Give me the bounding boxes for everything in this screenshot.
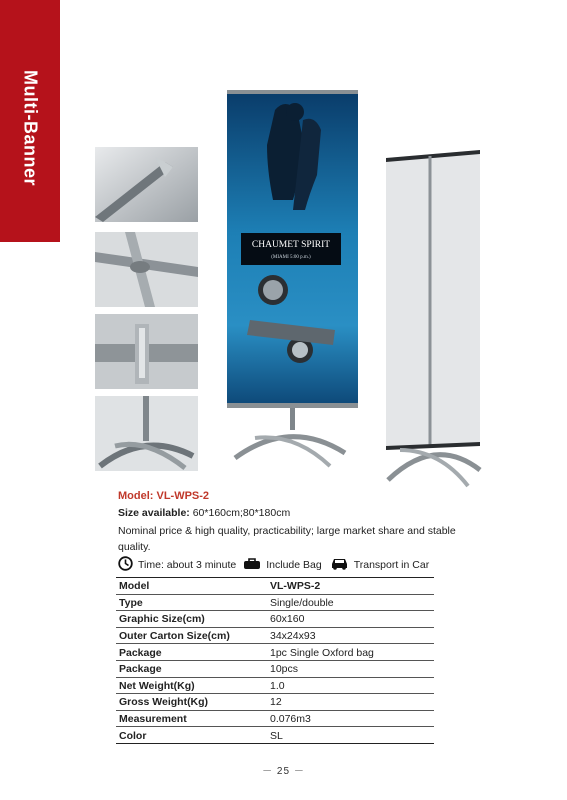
feature-time: Time: about 3 minute	[138, 559, 237, 571]
spec-value: 1.0	[267, 677, 434, 694]
blank-banner-stand-photo	[380, 150, 490, 488]
size-value: 60*160cm;80*180cm	[192, 507, 291, 519]
bag-icon	[243, 557, 261, 573]
table-row	[116, 710, 434, 727]
spec-key: Type	[116, 594, 267, 611]
spec-key: Color	[116, 727, 267, 744]
detail-photo-base	[95, 396, 198, 471]
section-tab-label: Multi-Banner	[20, 70, 41, 186]
spec-value: Single/double	[267, 594, 434, 611]
spec-key: Outer Carton Size(cm)	[116, 627, 267, 644]
spec-key: Measurement	[116, 710, 267, 727]
page-number: － 25 －	[262, 766, 305, 777]
car-icon	[330, 557, 349, 573]
table-row	[116, 644, 434, 661]
spec-value: 12	[267, 694, 434, 711]
spec-value: SL	[267, 727, 434, 744]
table-row	[116, 627, 434, 644]
spec-value: 1pc Single Oxford bag	[267, 644, 434, 661]
detail-photo-top-rail	[95, 147, 198, 222]
product-description: Nominal price & high quality, practicability; large market share and stable quality.	[118, 525, 456, 553]
feature-bag: Include Bag	[266, 559, 322, 571]
spec-value: 0.076m3	[267, 710, 434, 727]
table-row	[116, 694, 434, 711]
feature-transport: Transport in Car	[353, 559, 430, 571]
banner-stand-photo	[225, 90, 360, 408]
table-row	[116, 578, 434, 595]
spec-value: 60x160	[267, 611, 434, 628]
table-row	[116, 611, 434, 628]
spec-value: 10pcs	[267, 660, 434, 677]
size-available	[118, 507, 290, 519]
table-row	[116, 677, 434, 694]
spec-key: Gross Weight(Kg)	[116, 694, 267, 711]
table-row	[116, 594, 434, 611]
detail-photo-clip	[95, 314, 198, 389]
spec-value: VL-WPS-2	[267, 578, 434, 595]
detail-photo-stand-joint	[95, 232, 198, 307]
table-row	[116, 727, 434, 744]
model-title: Model: VL-WPS-2	[118, 490, 210, 502]
size-label: Size available:	[118, 507, 190, 519]
feature-row	[118, 556, 429, 574]
banner-subline: (MIAMI 5:00 p.m.)	[271, 255, 311, 260]
banner-headline: CHAUMET SPIRIT	[251, 240, 331, 250]
spec-table	[116, 577, 434, 744]
spec-key: Package	[116, 660, 267, 677]
spec-value: 34x24x93	[267, 627, 434, 644]
section-tab	[0, 0, 60, 242]
clock-icon	[118, 556, 133, 574]
spec-key: Graphic Size(cm)	[116, 611, 267, 628]
table-row	[116, 660, 434, 677]
banner-stand-base	[225, 408, 360, 468]
spec-key: Net Weight(Kg)	[116, 677, 267, 694]
spec-key: Package	[116, 644, 267, 661]
spec-key: Model	[116, 578, 267, 595]
